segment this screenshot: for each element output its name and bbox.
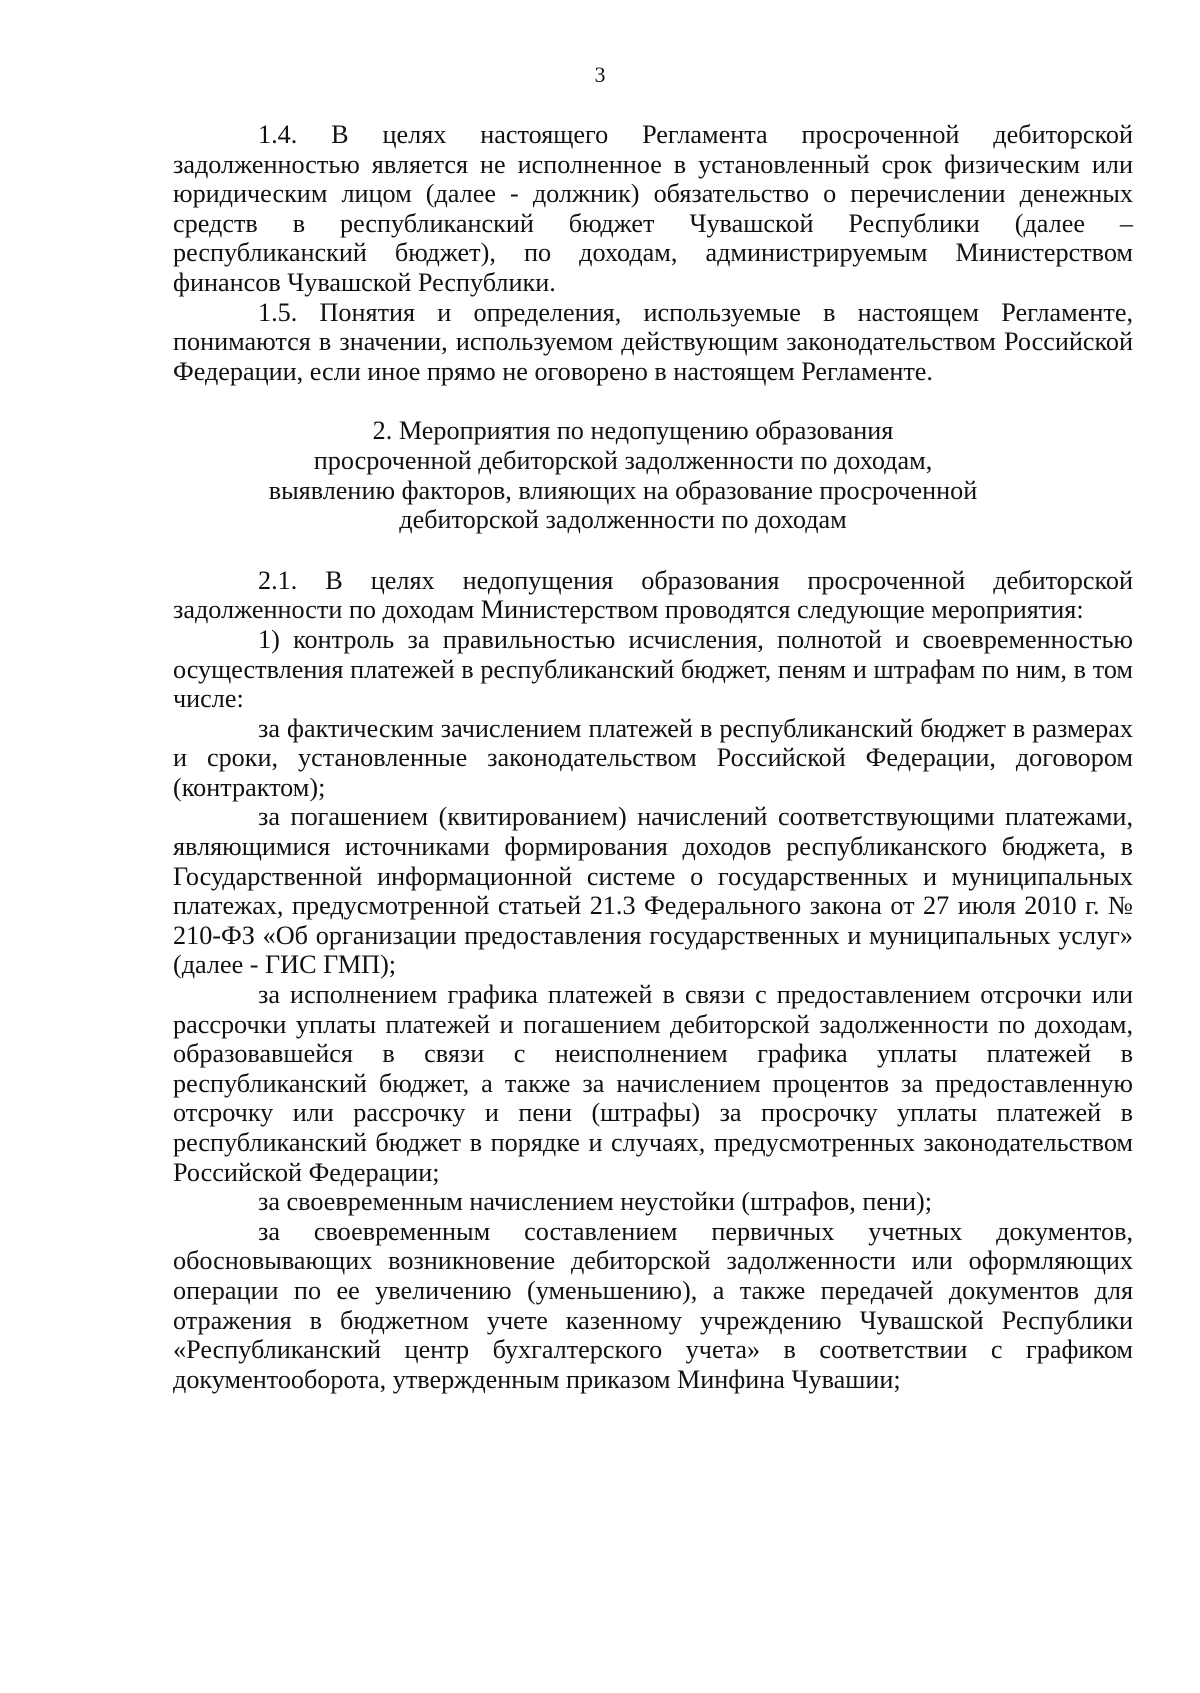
section-2-heading [173, 416, 1133, 534]
section-2-heading-line: просроченной дебиторской задолженности по доходам, [313, 445, 933, 475]
paragraph-2-1: 2.1. В целях недопущения образования просроченной дебиторской задолженности по доходам Министерством проводятся следующие мероприятия: [173, 565, 1133, 625]
section-2-heading-line: выявлению факторов, влияющих на образование просроченной [268, 475, 978, 505]
sub-item-payment-schedule: за исполнением графика платежей в связи с предоставлением отсрочки или рассрочки уплаты платежей и погашением дебиторской задолженности по доходам, образовавшейся в связи с неисполнением графика уплаты платежей в республиканский бюджет, а также за начислением процентов за предоставленную отсрочку или рассрочку и пени (штрафы) за просрочку уплаты платежей в республиканский бюджет в порядке и случаях, предусмотренных законодательством Российской Федерации; [173, 980, 1133, 1187]
sub-item-actual-crediting: за фактическим зачислением платежей в республиканский бюджет в размерах и сроки, установленные законодательством Российской Федерации, договором (контрактом); [173, 713, 1133, 802]
sub-item-gis-gmp-quittance: за погашением (квитированием) начислений соответствующими платежами, являющимися источниками формирования доходов республиканского бюджета, в Государственной информационной системе о государственных и муниципальных платежах, предусмотренной статьей 21.3 Федерального закона от 27 июля 2010 г. № 210-ФЗ «Об организации предоставления государственных и муниципальных услуг» (далее - ГИС ГМП); [173, 802, 1133, 980]
section-2-heading-line: дебиторской задолженности по доходам [399, 505, 847, 535]
paragraph-1-4: 1.4. В целях настоящего Регламента просроченной дебиторской задолженностью является не исполненное в установленный срок физическим или юридическим лицом (далее - должник) обязательство о перечислении денежных средств в республиканский бюджет Чувашской Республики (далее – республиканский бюджет), по доходам, администрируемым Министерством финансов Чувашской Республики. [173, 120, 1133, 297]
sub-item-primary-documents: за своевременным составлением первичных учетных документов, обосновывающих возникновение дебиторской задолженности или оформляющих операции по ее увеличению (уменьшению), а также передачей документов для отражения в бюджетном учете казенному учреждению Чувашской Республики «Республиканский центр бухгалтерского учета» в соответствии с графиком документооборота, утвержденным приказом Минфина Чувашии; [173, 1216, 1133, 1394]
list-item-1: 1) контроль за правильностью исчисления, полнотой и своевременностью осуществления платежей в республиканский бюджет, пеням и штрафам по ним, в том числе: [173, 624, 1133, 714]
section-2-heading-line: 2. Мероприятия по недопущению образования [372, 416, 894, 446]
paragraph-1-5: 1.5. Понятия и определения, используемые в настоящем Регламенте, понимаются в значении, используемом действующим законодательством Российской Федерации, если иное прямо не оговорено в настоящем Регламенте. [173, 297, 1133, 386]
sub-item-penalty-accrual: за своевременным начислением неустойки (штрафов, пени); [258, 1187, 932, 1217]
document-body [173, 120, 1133, 1394]
page-number: 3 [594, 62, 606, 87]
